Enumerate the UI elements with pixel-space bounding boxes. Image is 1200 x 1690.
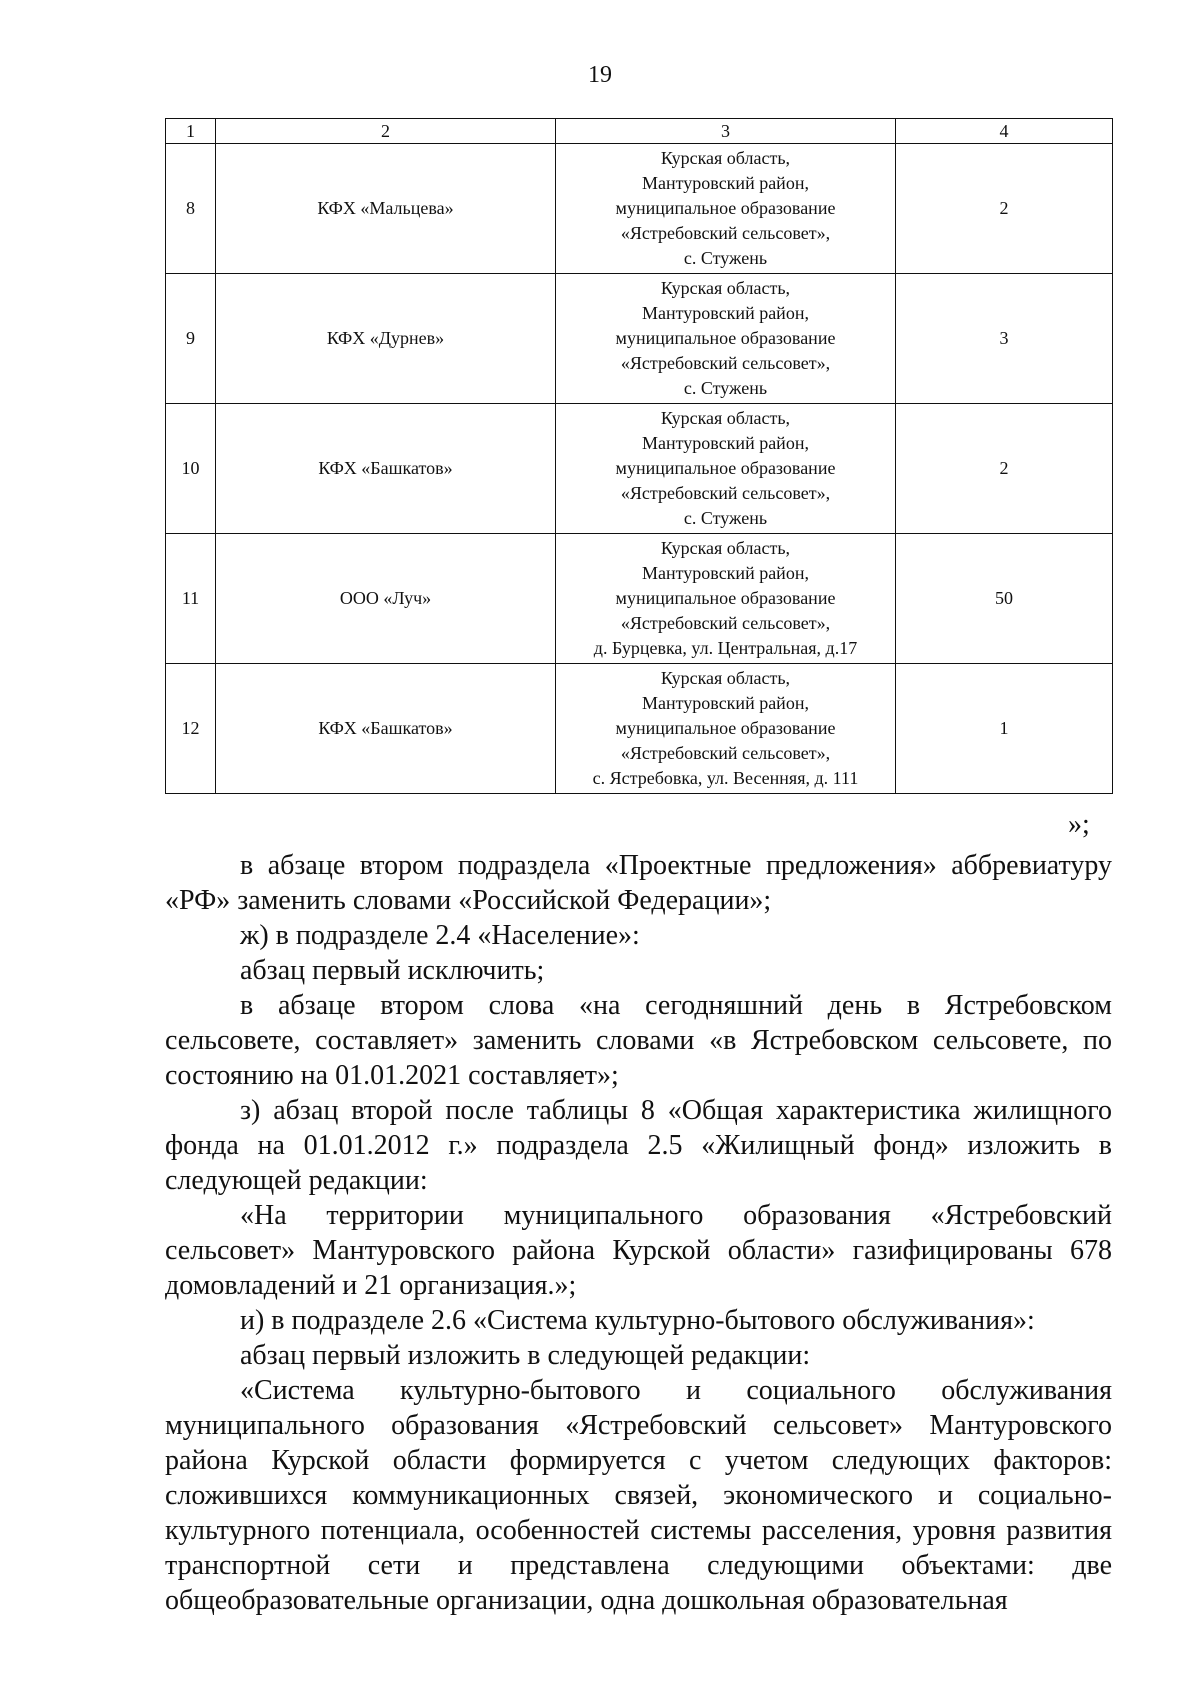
address-line: Мантуровский район,: [642, 563, 809, 583]
address-line: муниципальное образование: [615, 328, 836, 348]
row-number: 10: [166, 404, 216, 534]
address-line: «Ястребовский сельсовет»,: [620, 223, 831, 243]
paragraph: з) абзац второй после таблицы 8 «Общая характеристика жилищного фонда на 01.01.2012 г.» подраздела 2.5 «Жилищный фонд» изложить в следующей редакции:: [165, 1095, 1112, 1196]
address-line: Курская область,: [660, 408, 791, 428]
address-line: Мантуровский район,: [642, 693, 809, 713]
row-number: 12: [166, 664, 216, 794]
address-line: Курская область,: [660, 278, 791, 298]
column-header-4: 4: [896, 119, 1113, 144]
address-line: Мантуровский район,: [642, 433, 809, 453]
column-header-2: 2: [216, 119, 556, 144]
row-value: 3: [896, 274, 1113, 404]
organization-name: КФХ «Башкатов»: [216, 664, 556, 794]
paragraph: абзац первый исключить;: [240, 955, 545, 986]
organization-address: [556, 404, 896, 534]
table-row: [166, 144, 1113, 274]
table-header-row: [166, 119, 1113, 144]
address-line: Мантуровский район,: [642, 173, 809, 193]
paragraph: «На территории муниципального образования «Ястребовский сельсовет» Мантуровского района Курской области» газифицированы 678 домовладений и 21 организация.»;: [165, 1200, 1112, 1301]
organization-address: [556, 144, 896, 274]
address-line: «Ястребовский сельсовет»,: [620, 353, 831, 373]
organization-address: [556, 274, 896, 404]
address-line: муниципальное образование: [615, 458, 836, 478]
address-line: «Ястребовский сельсовет»,: [620, 613, 831, 633]
organization-name: ООО «Луч»: [216, 534, 556, 664]
table-row: [166, 274, 1113, 404]
table-row: [166, 534, 1113, 664]
table-row: [166, 404, 1113, 534]
document-body: [165, 848, 1112, 1618]
address-line: с. Стужень: [683, 248, 768, 268]
column-header-3: 3: [556, 119, 896, 144]
paragraph: «Система культурно-бытового и социального обслуживания муниципального образования «Ястребовский сельсовет» Мантуровского района Курской области формируется с учетом следующих факторов: сложившихся коммуникационных связей, экономического и социально-культурного потенциала, особенностей системы расселения, уровня развития транспортной сети и представлена следующими объектами: две общеобразовательные организации, одна дошкольная образовательная: [165, 1375, 1112, 1616]
address-line: с. Ястребовка, ул. Весенняя, д. 111: [592, 768, 859, 788]
organization-name: КФХ «Башкатов»: [216, 404, 556, 534]
organization-address: [556, 534, 896, 664]
address-line: муниципальное образование: [615, 198, 836, 218]
page-number: 19: [588, 62, 612, 88]
organization-address: [556, 664, 896, 794]
address-line: Мантуровский район,: [642, 303, 809, 323]
address-line: муниципальное образование: [615, 588, 836, 608]
row-value: 1: [896, 664, 1113, 794]
paragraph: и) в подразделе 2.6 «Система культурно-бытового обслуживания»:: [240, 1305, 1035, 1336]
row-number: 9: [166, 274, 216, 404]
column-header-1: 1: [166, 119, 216, 144]
row-value: 50: [896, 534, 1113, 664]
address-line: д. Бурцевка, ул. Центральная, д.17: [593, 638, 858, 658]
row-number: 8: [166, 144, 216, 274]
address-line: с. Стужень: [683, 378, 768, 398]
address-line: с. Стужень: [683, 508, 768, 528]
closing-quote: »;: [1068, 809, 1090, 840]
organization-name: КФХ «Дурнев»: [216, 274, 556, 404]
paragraph: в абзаце втором слова «на сегодняшний день в Ястребовском сельсовете, составляет» заменить словами «в Ястребовском сельсовете, по состоянию на 01.01.2021 составляет»;: [165, 990, 1112, 1091]
address-line: Курская область,: [660, 148, 791, 168]
row-number: 11: [166, 534, 216, 664]
paragraph: ж) в подразделе 2.4 «Население»:: [240, 920, 640, 951]
paragraph: абзац первый изложить в следующей редакции:: [240, 1340, 811, 1371]
address-line: «Ястребовский сельсовет»,: [620, 743, 831, 763]
address-line: «Ястребовский сельсовет»,: [620, 483, 831, 503]
address-line: Курская область,: [660, 538, 791, 558]
address-line: Курская область,: [660, 668, 791, 688]
address-line: муниципальное образование: [615, 718, 836, 738]
organization-name: КФХ «Мальцева»: [216, 144, 556, 274]
row-value: 2: [896, 144, 1113, 274]
table-row: [166, 664, 1113, 794]
row-value: 2: [896, 404, 1113, 534]
paragraph: в абзаце втором подраздела «Проектные предложения» аббревиатуру «РФ» заменить словами «Российской Федерации»;: [165, 850, 1112, 916]
organizations-table: [165, 118, 1113, 794]
